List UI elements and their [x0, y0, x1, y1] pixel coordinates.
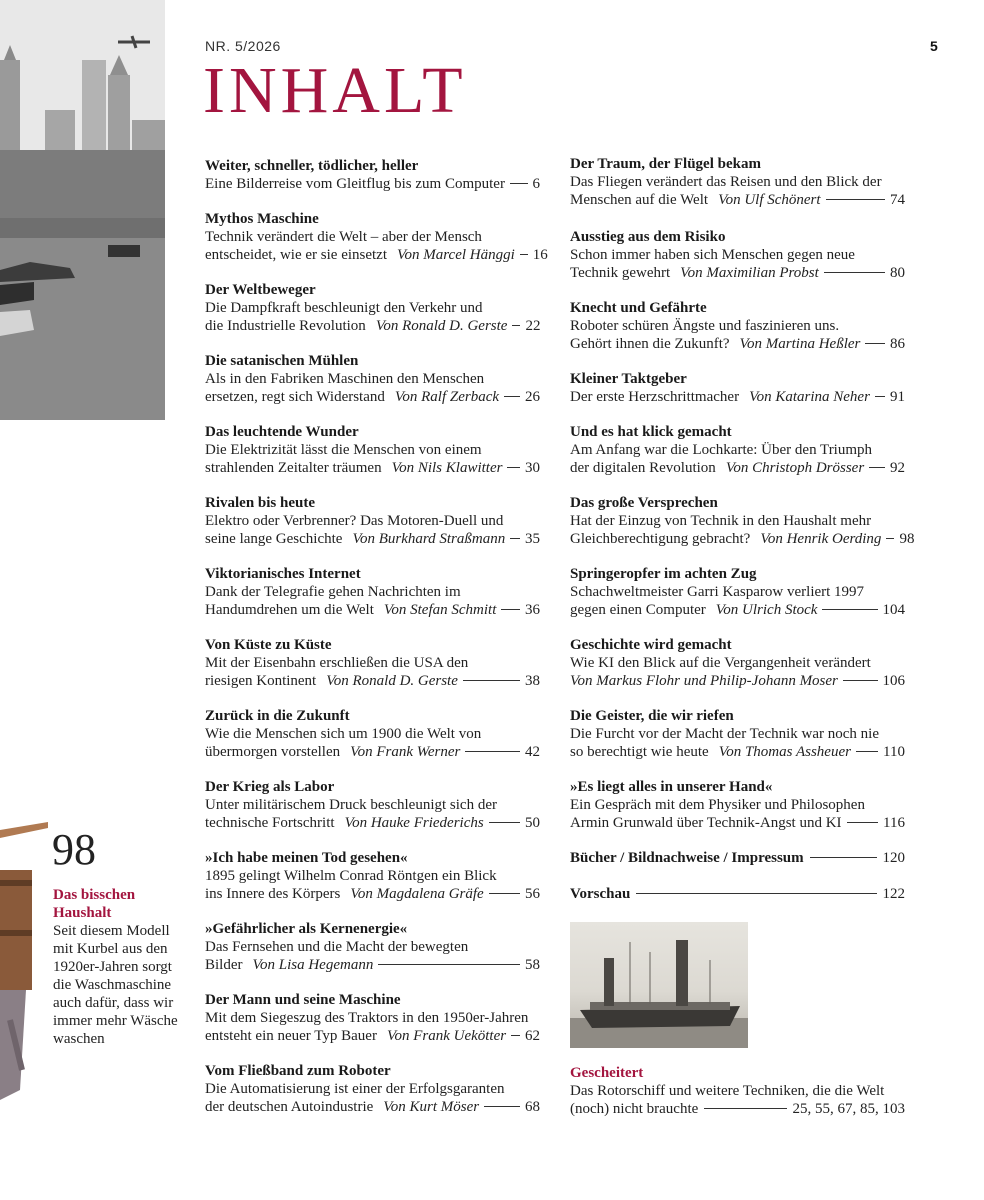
gescheitert-text: [570, 1082, 905, 1118]
entry-author: Von Lisa Hegemann: [252, 957, 374, 973]
entry-page: 6: [532, 176, 540, 192]
leader-line: [824, 272, 885, 273]
entry-description: technische Fortschritt: [205, 815, 335, 831]
leader-line: [463, 680, 520, 681]
entry-author: Von Kurt Möser: [383, 1099, 480, 1115]
entry-author: Von Burkhard Straßmann: [352, 531, 506, 547]
leader-line: [378, 964, 520, 965]
entry-page: 50: [525, 815, 540, 831]
entry-description: Unter militärischem Druck beschleunigt sich der: [205, 797, 497, 813]
entry-description: Schon immer haben sich Menschen gegen neue: [570, 247, 855, 263]
entry-description: Dank der Telegrafie gehen Nachrichten im: [205, 584, 461, 600]
entry-title: Viktorianisches Internet: [205, 566, 361, 582]
entry-author: Von Frank Werner: [350, 744, 461, 760]
entry-page: 42: [525, 744, 540, 760]
leader-line: [510, 183, 528, 184]
entry-description: Gleichberechtigung gebracht?: [570, 531, 751, 547]
leader-line: [869, 467, 885, 468]
teaser-title: Das bisschen Haushalt: [53, 887, 136, 921]
entry-description: seine lange Geschichte: [205, 531, 343, 547]
entry-title: Die satanischen Mühlen: [205, 353, 359, 369]
entry-description: entscheidet, wie er sie einsetzt: [205, 247, 388, 263]
toc-entry[interactable]: [205, 778, 540, 832]
leader-line: [822, 609, 877, 610]
entry-title: Springeropfer im achten Zug: [570, 566, 757, 582]
entry-description: Bilder: [205, 957, 243, 973]
skyline-photo: [0, 0, 165, 420]
toc-entry[interactable]: [205, 565, 540, 619]
entry-author: Von Martina Heßler: [739, 336, 861, 352]
entry-description: so berechtigt wie heute: [570, 744, 709, 760]
entry-description: Hat der Einzug von Technik in den Haushalt mehr: [570, 513, 872, 529]
leader-line: [843, 680, 878, 681]
entry-description: übermorgen vorstellen: [205, 744, 341, 760]
entry-page: 35: [525, 531, 540, 547]
entry-page: 106: [882, 673, 905, 689]
entry-description: 1895 gelingt Wilhelm Conrad Röntgen ein Blick: [205, 868, 497, 884]
toc-entry[interactable]: [570, 849, 905, 867]
toc-entry[interactable]: [570, 565, 905, 619]
entry-page: 98: [899, 531, 915, 547]
entry-page: 92: [890, 460, 905, 476]
entry-author: Von Frank Uekötter: [386, 1028, 507, 1044]
entry-title: Das große Versprechen: [570, 495, 718, 511]
entry-title: Vom Fließband zum Roboter: [205, 1063, 391, 1079]
entry-title: Mythos Maschine: [205, 211, 319, 227]
entry-description: Der erste Herzschrittmacher: [570, 389, 740, 405]
entry-description: Die Automatisierung ist einer der Erfolgsgaranten: [205, 1081, 505, 1097]
entry-description: Eine Bilderreise vom Gleitflug bis zum Computer: [205, 176, 505, 192]
entry-description: Wie KI den Blick auf die Vergangenheit verändert: [570, 655, 871, 671]
entry-author: Von Hauke Friederichs: [344, 815, 484, 831]
entry-author: Von Ronald D. Gerste: [326, 673, 458, 689]
entry-description: Armin Grunwald über Technik-Angst und KI: [570, 815, 842, 831]
entry-title: Weiter, schneller, tödlicher, heller: [205, 158, 419, 174]
toc-entry[interactable]: [205, 920, 540, 974]
toc-entry[interactable]: [570, 636, 905, 690]
entry-title: Der Weltbeweger: [205, 282, 316, 298]
toc-entry[interactable]: [570, 423, 905, 477]
entry-author: Von Nils Klawitter: [391, 460, 503, 476]
leader-line: [489, 893, 520, 894]
entry-author: Von Henrik Oerding: [760, 531, 882, 547]
entry-title: Der Mann und seine Maschine: [205, 992, 401, 1008]
gescheitert-line-2: (noch) nicht brauchte: [570, 1101, 699, 1117]
gescheitert-line-1: Das Rotorschiff und weitere Techniken, die die Welt: [570, 1083, 885, 1099]
leader-line: [856, 751, 878, 752]
entry-page: 30: [525, 460, 540, 476]
leader-line: [636, 893, 876, 894]
washing-machine-photo: [0, 810, 50, 1110]
entry-page: 22: [525, 318, 541, 334]
rotor-ship-photo: [570, 922, 748, 1048]
entry-page: 56: [525, 886, 540, 902]
entry-title: Geschichte wird gemacht: [570, 637, 732, 653]
leader-line: [704, 1108, 786, 1109]
toc-entry[interactable]: [205, 157, 540, 193]
entry-author: Von Ulf Schönert: [718, 192, 821, 208]
leader-line: [510, 538, 520, 539]
leader-line: [484, 1106, 520, 1107]
leader-line: [520, 254, 528, 255]
entry-author: Von Thomas Assheuer: [718, 744, 851, 760]
toc-entry[interactable]: [205, 494, 540, 548]
entry-author: Von Stefan Schmitt: [383, 602, 497, 618]
entry-description: Mit der Eisenbahn erschließen die USA den: [205, 655, 469, 671]
entry-page: 36: [525, 602, 540, 618]
toc-entry[interactable]: [205, 281, 540, 335]
entry-page: 80: [890, 265, 905, 281]
entry-title: Zurück in die Zukunft: [205, 708, 350, 724]
leader-line: [886, 538, 894, 539]
entry-page: 116: [883, 815, 905, 831]
toc-entry[interactable]: [205, 849, 540, 903]
entry-page: 38: [525, 673, 540, 689]
leader-line: [810, 857, 877, 858]
teaser-caption: Seit diesem Modell mit Kurbel aus den 1920er-Jahren sorgt die Waschmaschine auch dafür, dass wir immer mehr Wäsche waschen: [53, 923, 178, 1047]
leader-line: [865, 343, 885, 344]
entry-author: Von Magdalena Gräfe: [350, 886, 484, 902]
entry-title: Der Krieg als Labor: [205, 779, 335, 795]
entry-description: ersetzen, regt sich Widerstand: [205, 389, 385, 405]
entry-title: Kleiner Taktgeber: [570, 371, 687, 387]
toc-entry[interactable]: [570, 778, 905, 832]
entry-description: Menschen auf die Welt: [570, 192, 709, 208]
entry-description: Roboter schüren Ängste und faszinieren uns.: [570, 318, 840, 334]
leader-line: [512, 325, 520, 326]
entry-page: 58: [525, 957, 540, 973]
toc-entry[interactable]: [205, 210, 548, 264]
entry-description: Die Furcht vor der Macht der Technik war noch nie: [570, 726, 879, 742]
entry-title: »Es liegt alles in unserer Hand«: [570, 779, 773, 795]
entry-description: Gehört ihnen die Zukunft?: [570, 336, 730, 352]
leader-line: [465, 751, 520, 752]
entry-title: »Ich habe meinen Tod gesehen«: [205, 850, 408, 866]
entry-description: Wie die Menschen sich um 1900 die Welt von: [205, 726, 482, 742]
entry-description: Das Fernsehen und die Macht der bewegten: [205, 939, 469, 955]
toc-entry[interactable]: [570, 370, 905, 406]
entry-author: Von Ralf Zerback: [394, 389, 500, 405]
entry-page: 120: [882, 850, 905, 866]
entry-description: Elektro oder Verbrenner? Das Motoren-Duell und: [205, 513, 504, 529]
entry-description: Technik verändert die Welt – aber der Mensch: [205, 229, 482, 245]
page-title: INHALT: [203, 54, 467, 127]
entry-page: 104: [882, 602, 905, 618]
teaser-page-number: 98: [52, 825, 96, 874]
entry-description: der digitalen Revolution: [570, 460, 716, 476]
entry-page: 16: [532, 247, 548, 263]
entry-description: Als in den Fabriken Maschinen den Menschen: [205, 371, 485, 387]
toc-entry[interactable]: [570, 155, 905, 209]
entry-description: gegen einen Computer: [570, 602, 706, 618]
issue-number: NR. 5/2026: [205, 38, 281, 54]
entry-author: Von Marcel Hänggi: [397, 247, 515, 263]
entry-description: ins Innere des Körpers: [205, 886, 341, 902]
toc-entry[interactable]: [205, 707, 540, 761]
entry-description: entsteht ein neuer Typ Bauer: [205, 1028, 377, 1044]
leader-line: [826, 199, 885, 200]
entry-page: 68: [525, 1099, 540, 1115]
entry-page: 74: [890, 192, 905, 208]
entry-title: Knecht und Gefährte: [570, 300, 707, 316]
entry-description: riesigen Kontinent: [205, 673, 317, 689]
entry-title: »Gefährlicher als Kernenergie«: [205, 921, 408, 937]
toc-entry[interactable]: [205, 423, 540, 477]
entry-author: Von Markus Flohr und Philip-Johann Moser: [570, 673, 838, 689]
leader-line: [501, 609, 520, 610]
entry-description: Die Elektrizität lässt die Menschen von einem: [205, 442, 482, 458]
page-number: 5: [930, 38, 938, 54]
entry-page: 86: [890, 336, 905, 352]
entry-page: 110: [883, 744, 905, 760]
toc-entry[interactable]: [570, 228, 905, 282]
gescheitert-title: Gescheitert: [570, 1065, 644, 1081]
toc-entry[interactable]: [570, 299, 905, 353]
entry-description: Das Fliegen verändert das Reisen und den Blick der: [570, 174, 882, 190]
entry-description: Handumdrehen um die Welt: [205, 602, 374, 618]
entry-description: Mit dem Siegeszug des Traktors in den 1950er-Jahren: [205, 1010, 529, 1026]
entry-title: Der Traum, der Flügel bekam: [570, 156, 761, 172]
toc-entry[interactable]: [570, 885, 905, 903]
toc-entry[interactable]: [205, 352, 540, 406]
entry-title: Ausstieg aus dem Risiko: [570, 229, 726, 245]
entry-description: Ein Gespräch mit dem Physiker und Philosophen: [570, 797, 865, 813]
entry-title: Und es hat klick gemacht: [570, 424, 732, 440]
toc-entry[interactable]: [205, 636, 540, 690]
toc-entry[interactable]: [570, 707, 905, 761]
entry-author: Von Katarina Neher: [749, 389, 870, 405]
entry-title: Das leuchtende Wunder: [205, 424, 359, 440]
entry-description: Am Anfang war die Lochkarte: Über den Triumph: [570, 442, 873, 458]
leader-line: [847, 822, 879, 823]
entry-description: Technik gewehrt: [570, 265, 671, 281]
leader-line: [875, 396, 885, 397]
entry-title: Vorschau: [570, 886, 631, 902]
leader-line: [504, 396, 520, 397]
entry-author: Von Ronald D. Gerste: [375, 318, 508, 334]
toc-entry[interactable]: [205, 991, 540, 1045]
toc-entry[interactable]: [570, 494, 915, 548]
entry-page: 91: [890, 389, 905, 405]
entry-title: Von Küste zu Küste: [205, 637, 332, 653]
toc-entry[interactable]: [205, 1062, 540, 1116]
leader-line: [507, 467, 520, 468]
entry-author: Von Maximilian Probst: [680, 265, 819, 281]
leader-line: [489, 822, 520, 823]
entry-title: Rivalen bis heute: [205, 495, 316, 511]
entry-description: Die Dampfkraft beschleunigt den Verkehr und: [205, 300, 483, 316]
entry-page: 26: [525, 389, 540, 405]
entry-description: die Industrielle Revolution: [205, 318, 366, 334]
leader-line: [511, 1035, 520, 1036]
entry-description: der deutschen Autoindustrie: [205, 1099, 374, 1115]
entry-page: 62: [525, 1028, 540, 1044]
entry-description: strahlenden Zeitalter träumen: [205, 460, 382, 476]
entry-description: Schachweltmeister Garri Kasparow verliert 1997: [570, 584, 865, 600]
entry-title: Bücher / Bildnachweise / Impressum: [570, 850, 804, 866]
entry-author: Von Christoph Drösser: [725, 460, 865, 476]
entry-title: Die Geister, die wir riefen: [570, 708, 734, 724]
gescheitert-pages: 25, 55, 67, 85, 103: [792, 1101, 905, 1117]
entry-author: Von Ulrich Stock: [715, 602, 818, 618]
entry-page: 122: [882, 886, 905, 902]
